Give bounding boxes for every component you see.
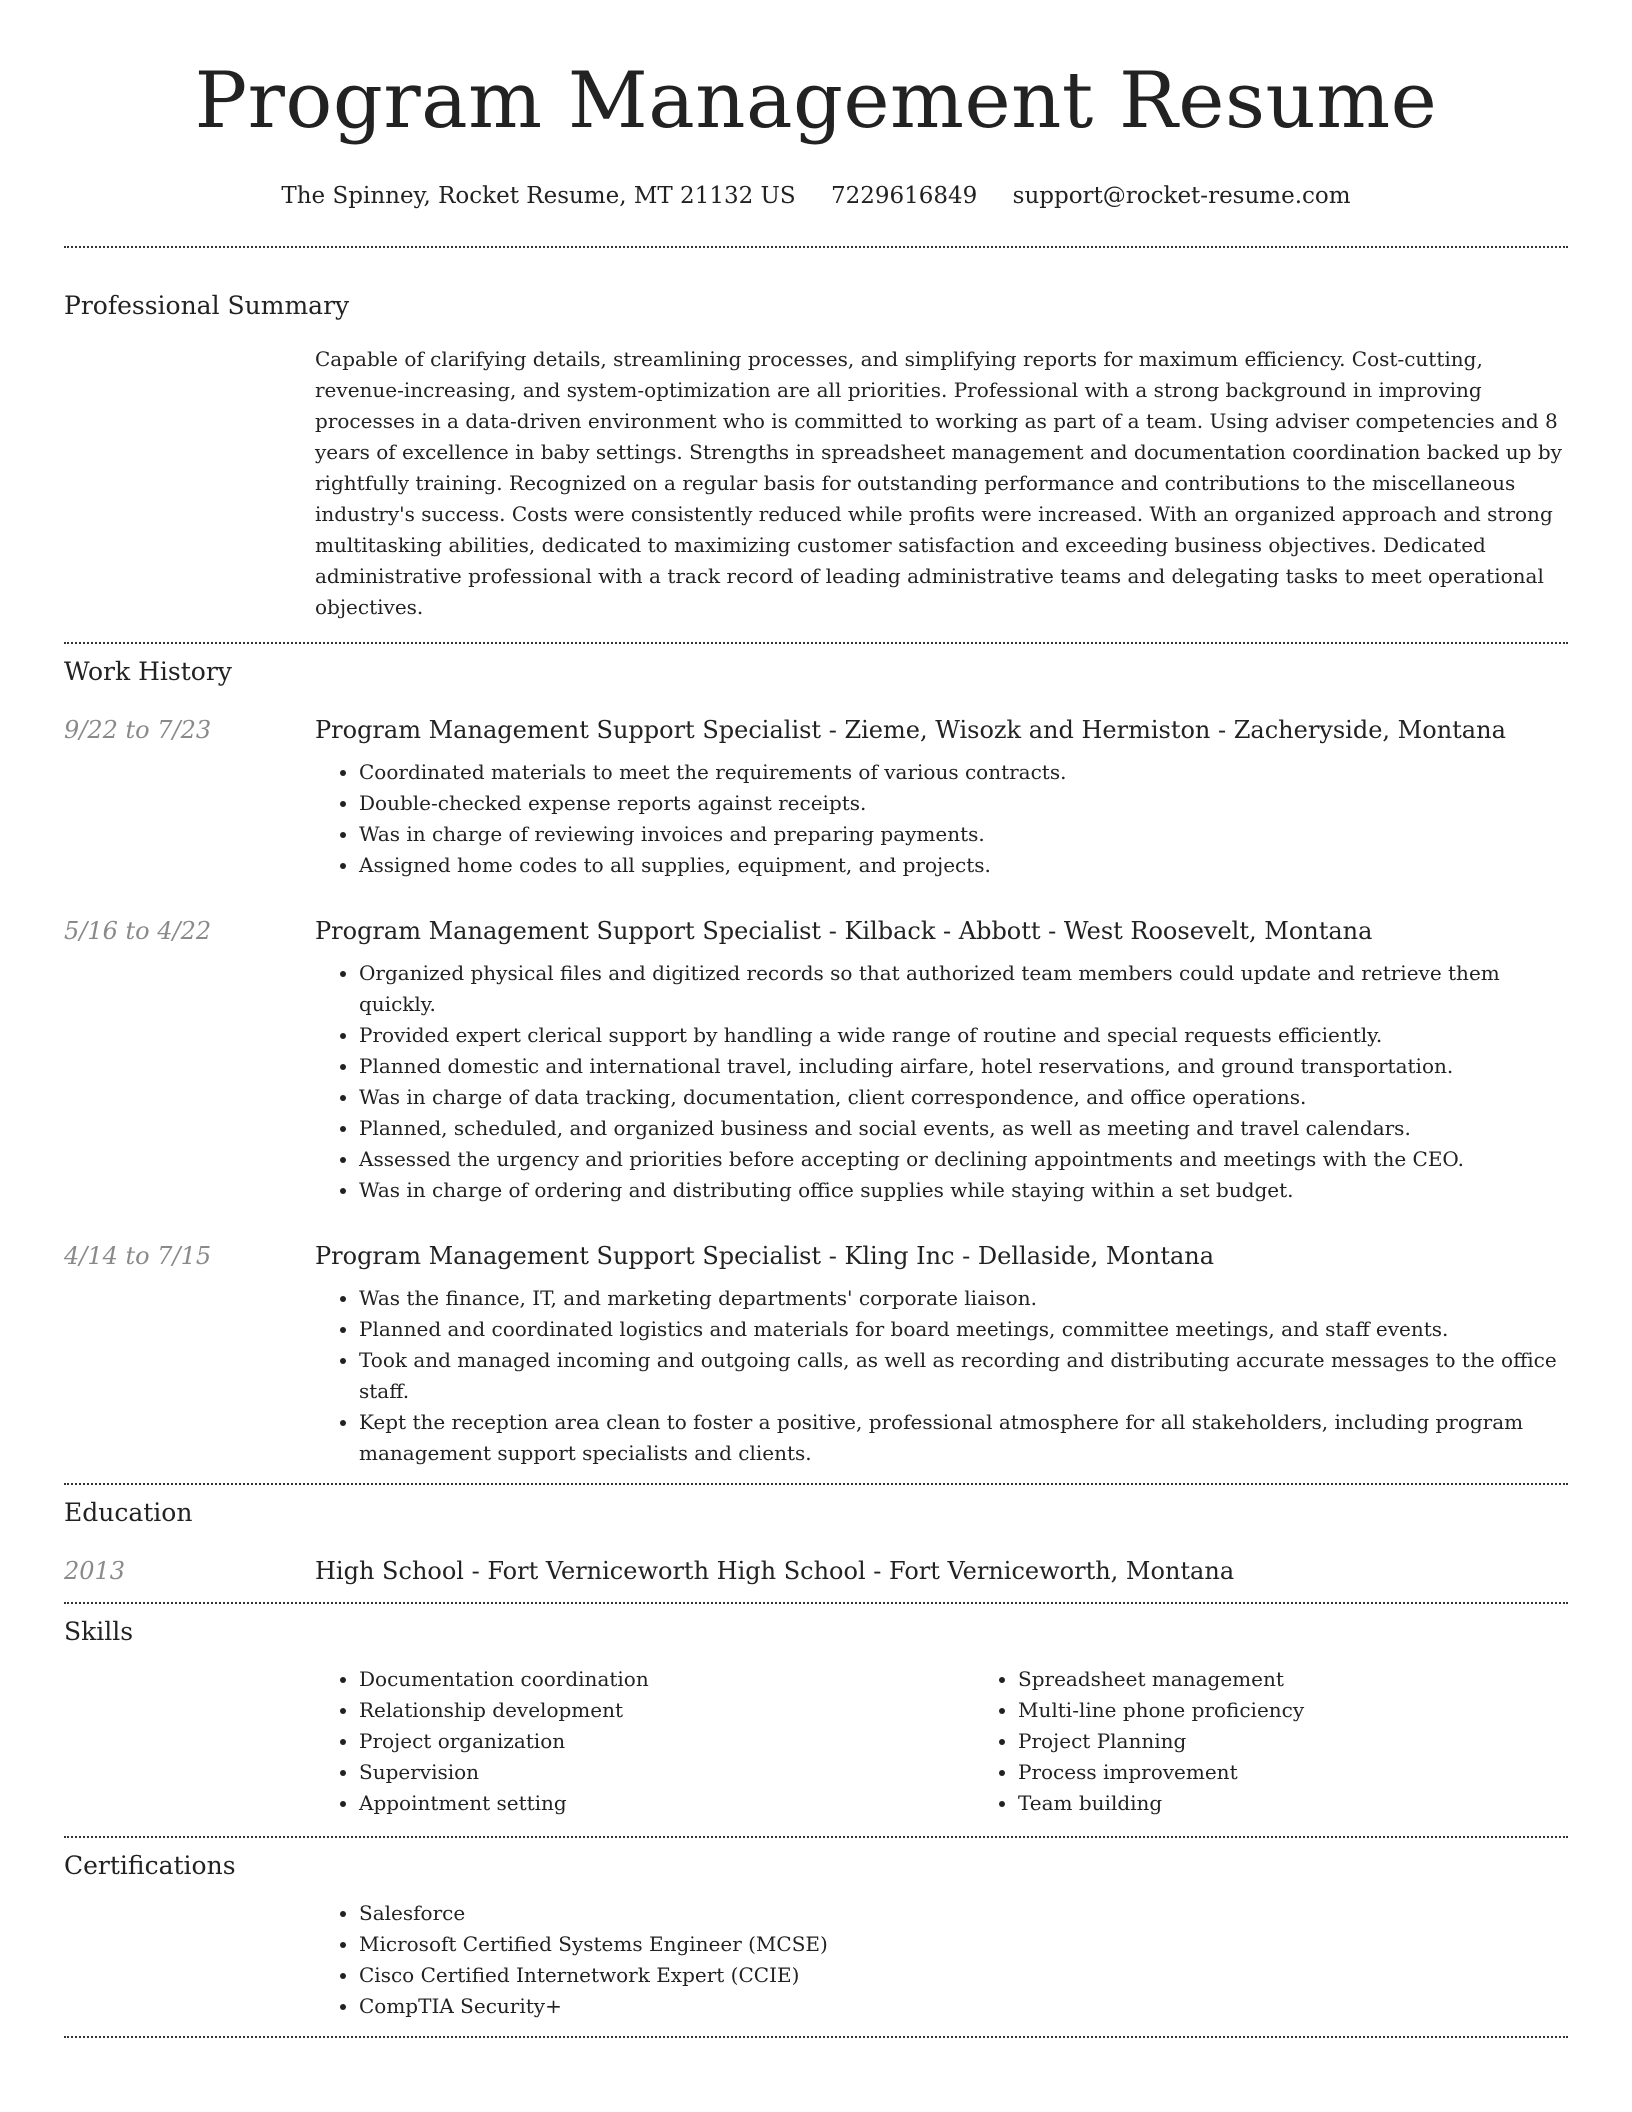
list-item: • Was in charge of reviewing invoices and preparing payments.: [359, 819, 1568, 850]
contact-line: [64, 180, 1568, 212]
skill-item: • Documentation coordination: [359, 1664, 974, 1695]
list-item: • Was the finance, IT, and marketing departments' corporate liaison.: [359, 1283, 1568, 1314]
certification-item: • CompTIA Security+: [359, 1991, 1568, 2022]
education-section: [64, 1485, 1568, 1587]
list-item: • Planned, scheduled, and organized business and social events, as well as meeting and travel calendars.: [359, 1113, 1568, 1144]
skill-item: • Process improvement: [1018, 1757, 1632, 1788]
certification-item: • Cisco Certified Internetwork Expert (CCIE): [359, 1960, 1568, 1991]
skills-grid: [315, 1664, 1632, 1819]
job-entry: [64, 1240, 1568, 1469]
skill-item: • Spreadsheet management: [1018, 1664, 1632, 1695]
job-bullets: [315, 757, 1568, 881]
skills-list-right: [974, 1664, 1632, 1819]
list-item: • Organized physical files and digitized records so that authorized team members could update and retrieve them quickly.: [359, 958, 1568, 1020]
email: support@rocket-resume.com: [1012, 183, 1351, 209]
job-title: Program Management Support Specialist - Kling Inc - Dellaside, Montana: [315, 1242, 1215, 1270]
skills-list-left: [315, 1664, 974, 1819]
skill-item: • Appointment setting: [359, 1788, 974, 1819]
job-dates: 5/16 to 4/22: [64, 917, 212, 945]
summary-text: Capable of clarifying details, streamlining processes, and simplifying reports for maximum efficiency. Cost-cutting, revenue-increasing, and system-optimization are all priorities. Professional with a strong background in improving processes in a data-driven environment who is committed to working as part of a team. Using adviser competencies and 8 years of excellence in baby settings. Strengths in spreadsheet management and documentation coordination backed up by rightfully training. Recognized on a regular basis for outstanding performance and contributions to the miscellaneous industry's success. Costs were consistently reduced while profits were increased. With an organized approach and strong multitasking abilities, dedicated to maximizing customer satisfaction and exceeding business objectives. Dedicated administrative professional with a track record of leading administrative teams and delegating tasks to meet operational objectives.: [315, 347, 1562, 619]
certification-item: • Microsoft Certified Systems Engineer (MCSE): [359, 1929, 1568, 1960]
skill-item: • Multi-line phone proficiency: [1018, 1695, 1632, 1726]
job-entry: [64, 915, 1568, 1206]
list-item: • Assigned home codes to all supplies, equipment, and projects.: [359, 850, 1568, 881]
certifications-list: [315, 1898, 1568, 2022]
list-item: • Planned and coordinated logistics and materials for board meetings, committee meetings, and staff events.: [359, 1314, 1568, 1345]
list-item: • Took and managed incoming and outgoing calls, as well as recording and distributing accurate messages to the office staff.: [359, 1345, 1568, 1407]
skills-section: [64, 1604, 1568, 1819]
job-bullets: [315, 1283, 1568, 1469]
list-item: • Double-checked expense reports against receipts.: [359, 788, 1568, 819]
list-item: • Planned domestic and international travel, including airfare, hotel reservations, and ground transportation.: [359, 1051, 1568, 1082]
skill-item: • Supervision: [359, 1757, 974, 1788]
job-title: Program Management Support Specialist - Kilback - Abbott - West Roosevelt, Montana: [315, 917, 1373, 945]
list-item: • Coordinated materials to meet the requirements of various contracts.: [359, 757, 1568, 788]
job-dates: 9/22 to 7/23: [64, 716, 212, 744]
education-year: 2013: [64, 1557, 126, 1585]
list-item: • Was in charge of ordering and distributing office supplies while staying within a set budget.: [359, 1175, 1568, 1206]
section-heading-skills: Skills: [64, 1617, 134, 1646]
list-item: • Assessed the urgency and priorities before accepting or declining appointments and meetings with the CEO.: [359, 1144, 1568, 1175]
skill-item: • Project organization: [359, 1726, 974, 1757]
section-heading-education: Education: [64, 1498, 193, 1527]
skill-item: • Project Planning: [1018, 1726, 1632, 1757]
job-bullets: [315, 958, 1568, 1206]
summary-section: [64, 248, 1568, 623]
section-heading-certifications: Certifications: [64, 1851, 236, 1880]
address: The Spinney, Rocket Resume, MT 21132 US: [281, 183, 796, 209]
job-entry: [64, 714, 1568, 881]
section-heading-work: Work History: [64, 657, 232, 686]
divider: [64, 2036, 1568, 2038]
skill-item: • Team building: [1018, 1788, 1632, 1819]
list-item: • Provided expert clerical support by handling a wide range of routine and special requests efficiently.: [359, 1020, 1568, 1051]
section-heading-summary: Professional Summary: [64, 291, 350, 320]
list-item: • Kept the reception area clean to foster a positive, professional atmosphere for all stakeholders, including program management support specialists and clients.: [359, 1407, 1568, 1469]
job-dates: 4/14 to 7/15: [64, 1242, 212, 1270]
list-item: • Was in charge of data tracking, documentation, client correspondence, and office operations.: [359, 1082, 1568, 1113]
education-entry: High School - Fort Verniceworth High School - Fort Verniceworth, Montana: [315, 1557, 1235, 1585]
certifications-section: [64, 1838, 1568, 2022]
job-title: Program Management Support Specialist - Zieme, Wisozk and Hermiston - Zacheryside, Montana: [315, 716, 1506, 744]
work-history-section: [64, 644, 1568, 1469]
phone: 7229616849: [830, 183, 978, 209]
skill-item: • Relationship development: [359, 1695, 974, 1726]
page-title: Program Management Resume: [194, 56, 1438, 146]
certification-item: • Salesforce: [359, 1898, 1568, 1929]
